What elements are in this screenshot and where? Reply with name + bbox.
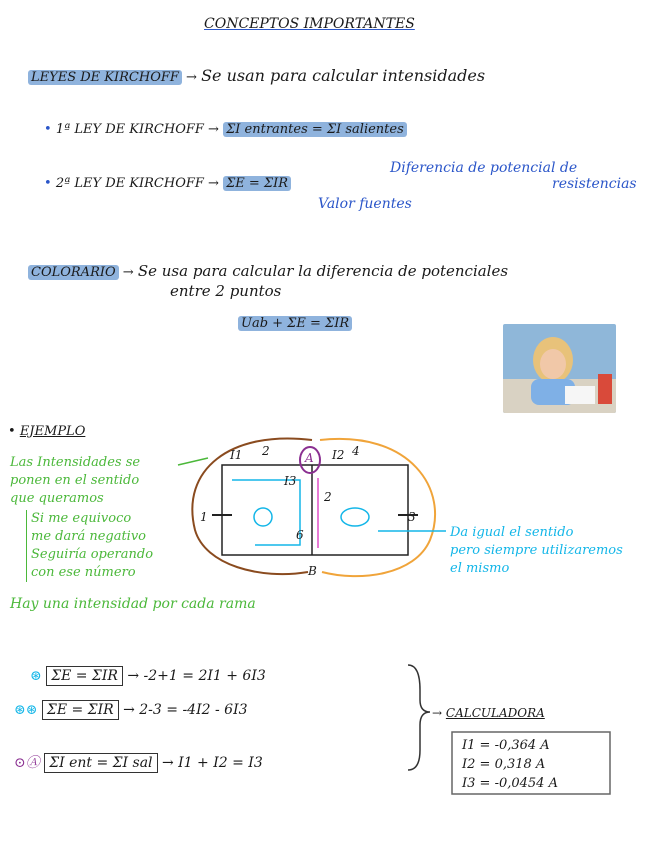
green-paren-line: Si me equivoco — [31, 511, 132, 526]
kirchoff-heading: LEYES DE KIRCHOFF — [28, 70, 182, 85]
green-note-line: ponen en el sentido — [10, 473, 140, 488]
arrow-icon: → — [432, 706, 443, 720]
law2-note2: resistencias — [552, 176, 637, 192]
page-title: CONCEPTOS IMPORTANTES — [204, 16, 415, 32]
corolario-heading: COLORARIO — [28, 265, 119, 280]
cyan-loop — [232, 480, 300, 545]
ejemplo-heading: EJEMPLO — [19, 424, 86, 439]
corolario-row — [28, 262, 508, 280]
law2-note: Diferencia de potencial de — [390, 160, 578, 176]
bullet-icon: • — [44, 176, 52, 191]
label-r-mid: 2 — [324, 490, 332, 504]
result-i3: I3 = -0,0454 A — [462, 776, 558, 791]
calc-label: CALCULADORA — [445, 706, 545, 720]
law1-label: 1ª LEY DE KIRCHOFF — [55, 122, 204, 137]
cyan-note — [450, 524, 623, 578]
bottom-note: Hay una intensidad por cada rama — [10, 596, 256, 612]
loop1-icon: ⊛ — [30, 668, 42, 684]
brace — [408, 665, 430, 770]
eq3-label: ΣI ent = ΣI sal — [44, 753, 157, 773]
label-r-right: 4 — [352, 444, 360, 458]
circuit-outer — [222, 465, 408, 555]
green-paren-line: Seguiría operando — [31, 547, 154, 562]
label-i3: I3 — [284, 474, 297, 488]
green-note — [10, 454, 140, 508]
green-paren-line: me dará negativo — [31, 529, 147, 544]
label-v-left: 1 — [200, 510, 208, 524]
eq3-text: → I1 + I2 = I3 — [161, 755, 263, 771]
cyan-note-line: Da igual el sentido — [450, 525, 574, 540]
law2-row — [44, 176, 291, 191]
eq2-label: ΣE = ΣIR — [42, 700, 119, 720]
bullet-icon: • — [44, 122, 52, 137]
label-node-b: B — [308, 564, 317, 578]
corolario-desc1: Se usa para calcular la diferencia de potenciales — [137, 262, 509, 280]
arrow-icon: → — [208, 122, 219, 137]
arrow-icon: → — [208, 176, 219, 191]
equation-3 — [14, 752, 263, 772]
ejemplo-row — [8, 424, 85, 439]
law2-formula: ΣE = ΣIR — [223, 176, 291, 191]
left-loop-arc — [192, 438, 312, 574]
results-list — [462, 736, 558, 793]
loop2-icon: ⊛⊛ — [14, 702, 38, 718]
result-i2: I2 = 0,318 A — [462, 757, 546, 772]
law1-row — [44, 122, 407, 137]
law2-under: Valor fuentes — [318, 196, 412, 212]
eq2-text: → 2-3 = -4I2 - 6I3 — [123, 702, 248, 718]
label-i2: I2 — [332, 448, 345, 462]
equation-2 — [14, 702, 248, 718]
green-note-line: Las Intensidades se — [10, 455, 141, 470]
eq1-text: → -2+1 = 2I1 + 6I3 — [127, 668, 266, 684]
label-r-mid2: 6 — [296, 528, 304, 542]
photo-art — [503, 324, 616, 413]
arrow-icon: → — [186, 70, 197, 85]
corolario-desc2: entre 2 puntos — [170, 282, 282, 300]
kirchoff-desc: Se usan para calcular intensidades — [201, 66, 486, 85]
cyan-note-line: pero siempre utilizaremos — [450, 543, 623, 558]
girl-studying-photo — [503, 324, 616, 413]
loop1-symbol — [254, 508, 272, 526]
result-i1: I1 = -0,364 A — [462, 738, 550, 753]
cyan-note-line: el mismo — [450, 561, 510, 576]
label-i1: I1 — [230, 448, 243, 462]
law2-label: 2ª LEY DE KIRCHOFF — [55, 176, 204, 191]
green-paren — [26, 510, 153, 582]
label-v-right: 3 — [408, 510, 416, 524]
green-note-line: que queramos — [10, 491, 104, 506]
green-paren-line: con ese número — [31, 565, 136, 580]
node-icon: ⊙Ⓐ — [14, 755, 40, 771]
equation-1 — [30, 668, 266, 684]
label-node-a: A — [305, 451, 314, 465]
corolario-formula: Uab + ΣE = ΣIR — [238, 316, 352, 331]
calc-row — [432, 706, 545, 720]
arrow-icon: → — [122, 265, 134, 280]
kirchoff-row — [28, 66, 485, 85]
green-arrow — [178, 458, 208, 465]
loop2-symbol — [341, 508, 369, 526]
eq1-label: ΣE = ΣIR — [46, 666, 123, 686]
bullet-icon: • — [8, 424, 16, 439]
label-r-left: 2 — [262, 444, 270, 458]
law1-formula: ΣI entrantes = ΣI salientes — [223, 122, 407, 137]
